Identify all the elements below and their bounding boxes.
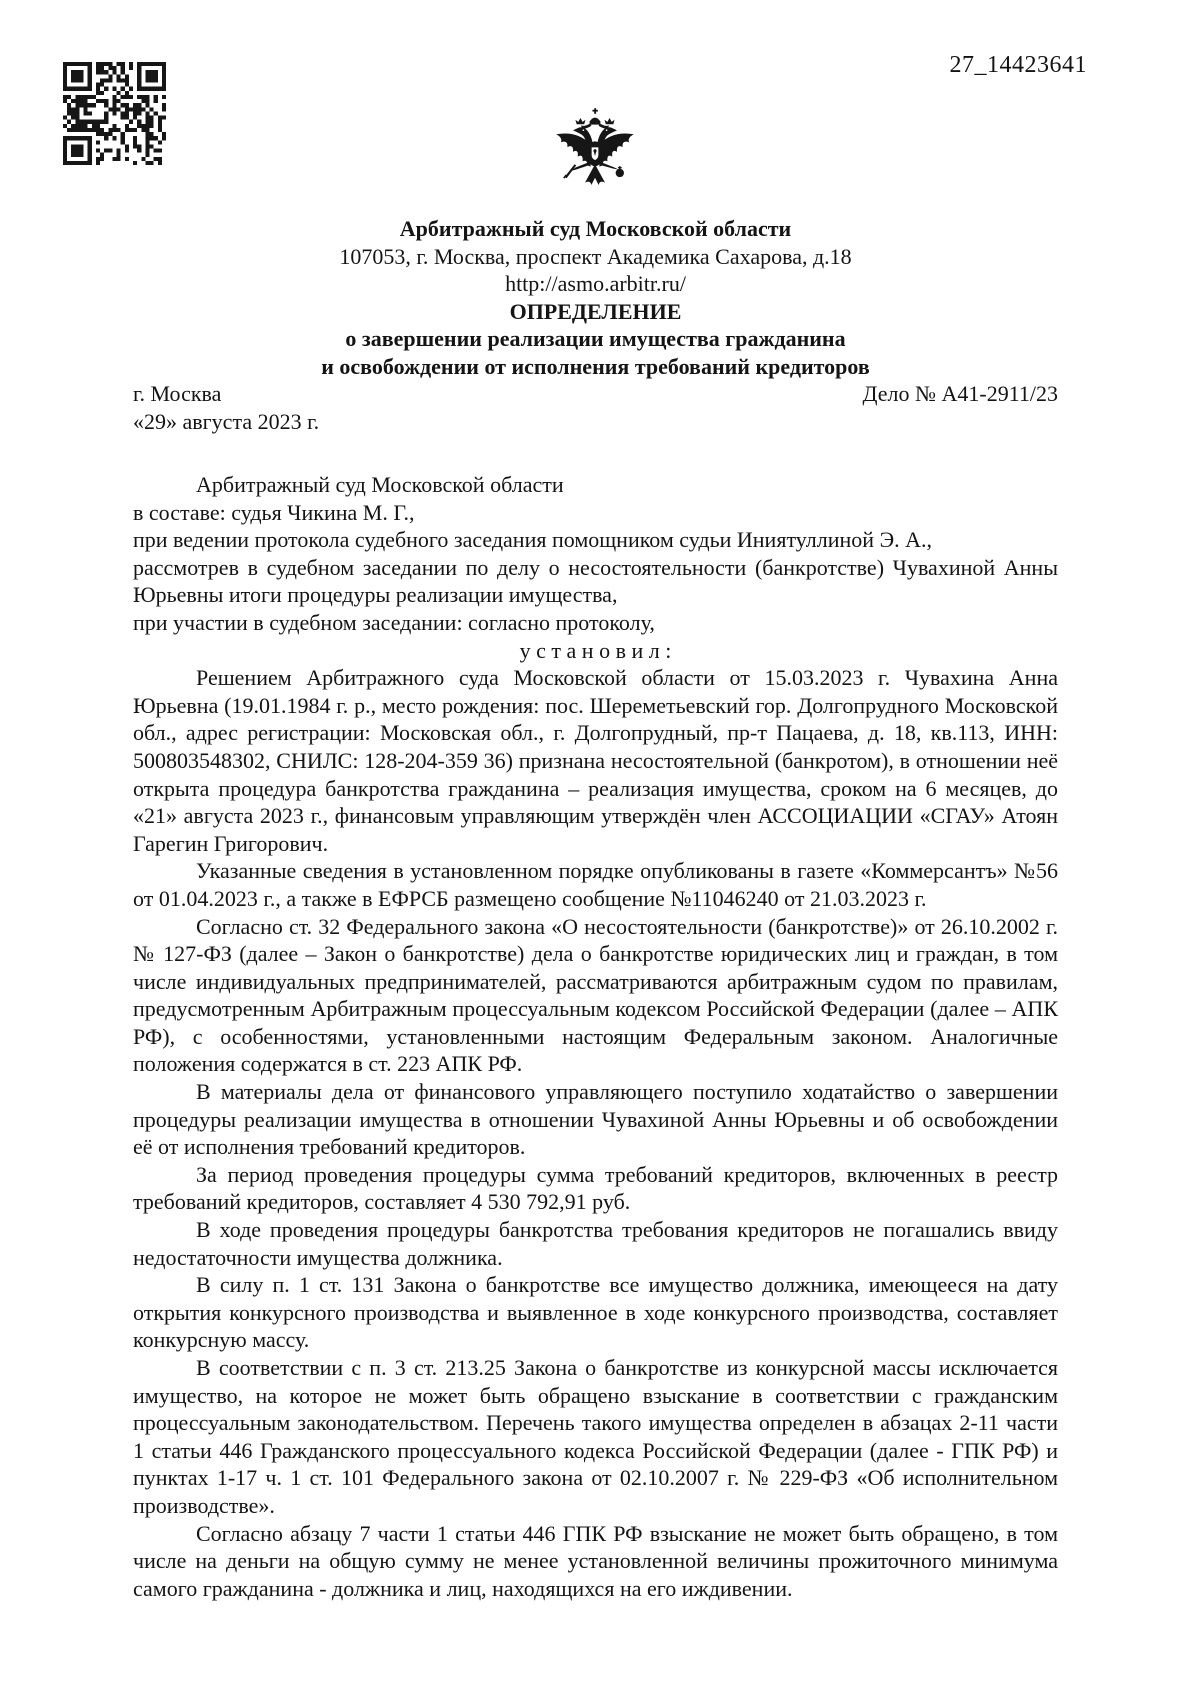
body-paragraph: В ходе проведения процедуры банкротства требования кредиторов не погашались ввиду недостаточности имущества должника. <box>133 1217 1058 1270</box>
body-paragraph: За период проведения процедуры сумма требований кредиторов, включенных в реестр требований кредиторов, составляет 4 530 792,91 руб. <box>133 1161 1058 1215</box>
body-paragraph: Указанные сведения в установленном порядке опубликованы в газете «Коммерсантъ» №56 от 01.04.2023 г., а также в ЕФРСБ размещено сообщение №11046240 от 21.03.2023 г. <box>133 858 1058 911</box>
court-name: Арбитражный суд Московской области <box>399 216 792 241</box>
doc-subject-line-1: о завершении реализации имущества гражданина <box>345 326 846 351</box>
intro-line: рассмотрев в судебном заседании по делу о несостоятельности (банкротстве) Чувахиной Анны Юрьевны итоги процедуры реализации имущества, <box>133 554 1058 608</box>
body-paragraph: Согласно абзацу 7 части 1 статьи 446 ГПК РФ взыскание не может быть обращено, в том числе на деньги на общую сумму не менее установленной величины прожиточного минимума самого гражданина - должника и лиц, находящихся на его иждивении. <box>133 1520 1058 1601</box>
document-stamp-number: 27_14423641 <box>949 52 1087 78</box>
body-paragraph: В материалы дела от финансового управляющего поступило ходатайство о завершении процедуры реализации имущества в отношении Чувахиной Анны Юрьевны и об освобождении её от исполнения требований кредиторов. <box>133 1079 1058 1160</box>
case-info-row <box>133 380 1058 408</box>
court-website: http://asmo.arbitr.ru/ <box>505 271 686 296</box>
body-paragraph: Согласно ст. 32 Федерального закона «О несостоятельности (банкротстве)» от 26.10.2002 г. № 127-ФЗ (далее – Закон о банкротстве) дела о банкротстве юридических лиц и граждан, в том числе индивидуальных предпринимателей, рассматриваются арбитражным судом по правилам, предусмотренным Арбитражным процессуальным кодексом Российской Федерации (далее – АПК РФ), с особенностями, установленными настоящим Федеральным законом. Аналогичные положения содержатся в ст. 223 АПК РФ. <box>133 913 1058 1077</box>
court-address: 107053, г. Москва, проспект Академика Сахарова, д.18 <box>339 243 852 269</box>
doc-date: «29» августа 2023 г. <box>133 408 320 434</box>
intro-line: в составе: судья Чикина М. Г., <box>133 499 415 525</box>
doc-subject-line-2: и освобождении от исполнения требований кредиторов <box>321 353 870 379</box>
document-header <box>133 0 1058 380</box>
document-body <box>133 471 1058 1602</box>
intro-line: при участии в судебном заседании: согласно протоколу, <box>133 609 655 635</box>
case-number: Дело № А41-2911/23 <box>862 381 1058 406</box>
document-content <box>133 0 1058 1602</box>
ruling-word: у с т а н о в и л : <box>519 637 672 663</box>
doc-title: ОПРЕДЕЛЕНИЕ <box>509 298 682 324</box>
body-paragraph: В силу п. 1 ст. 131 Закона о банкротстве все имущество должника, имеющееся на дату открытия конкурсного производства и выявленное в ходе конкурсного производства, составляет конкурсную массу. <box>133 1272 1058 1353</box>
intro-line: при ведении протокола судебного заседания помощником судьи Иниятуллиной Э. А., <box>133 527 932 553</box>
body-paragraph: В соответствии с п. 3 ст. 213.25 Закона о банкротстве из конкурсной массы исключается имущество, на которое не может быть обращено взыскание в соответствии с гражданским процессуальным законодательством. Перечень такого имущества определен в абзацах 2-11 части 1 статьи 446 Гражданского процессуального кодекса Российской Федерации (далее - ГПК РФ) и пунктах 1-17 ч. 1 ст. 101 Федерального закона от 02.10.2007 г. № 229-ФЗ «Об исполнительном производстве». <box>133 1355 1058 1518</box>
body-paragraph: Решением Арбитражного суда Московской области от 15.03.2023 г. Чувахина Анна Юрьевна (19.01.1984 г. р., место рождения: пос. Шереметьевский гор. Долгопрудного Московской обл., адрес регистрации: Московская обл., г. Долгопрудный, пр-т Пацаева, д. 18, кв.113, ИНН: 500803548302, СНИЛС: 128-204-359 36) признана несостоятельной (банкротом), в отношении неё открыта процедура банкротства гражданина – реализация имущества, сроком на 6 месяцев, до «21» августа 2023 г., финансовым управляющим утверждён член АССОЦИАЦИИ «СГАУ» Атоян Гарегин Григорович. <box>133 665 1058 856</box>
intro-line: Арбитражный суд Московской области <box>196 472 564 497</box>
city-label: г. Москва <box>133 381 222 406</box>
